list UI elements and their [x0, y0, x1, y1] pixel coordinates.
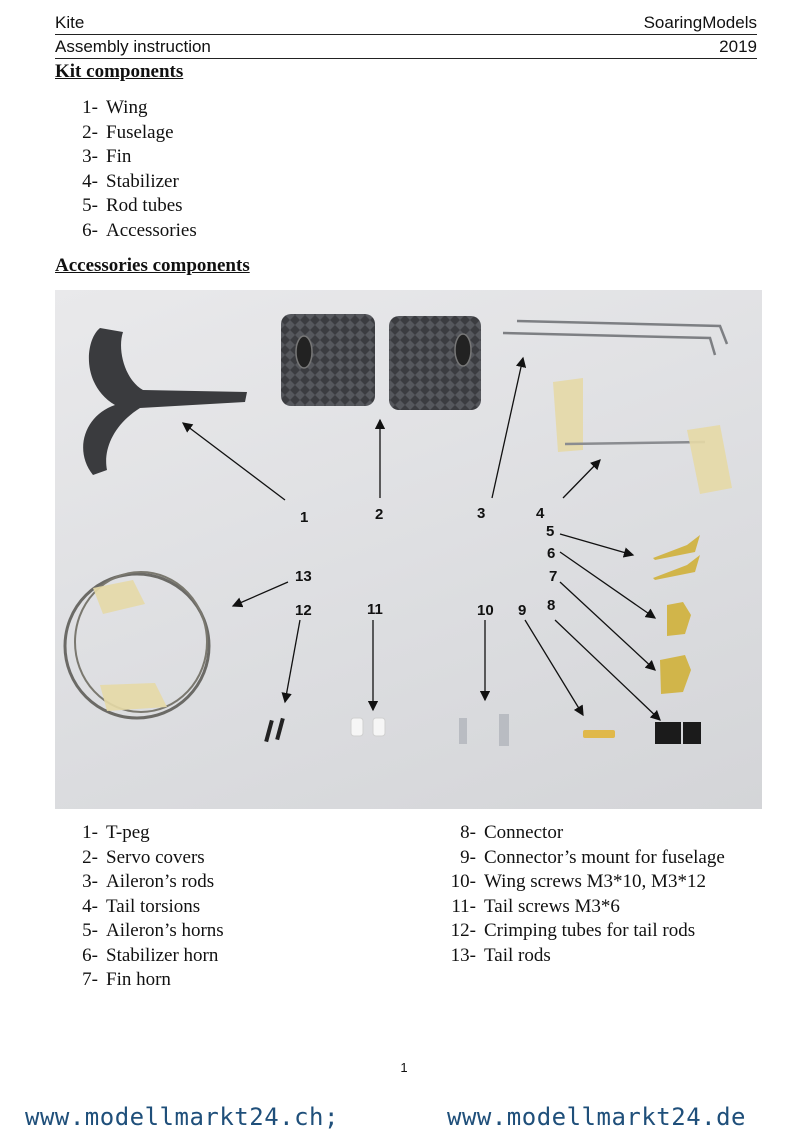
page-number: 1	[400, 1060, 408, 1075]
list-item: 5- Rod tubes	[82, 195, 183, 216]
list-item: 3- Aileron’s rods	[82, 871, 215, 892]
header-top-row	[55, 12, 757, 35]
document-title: Kite	[55, 13, 85, 32]
photo-label-12: 12	[295, 602, 312, 619]
horns-item	[653, 535, 700, 694]
list-item: 9- Connector’s mount for fuselage	[460, 846, 725, 868]
list-item: 4- Tail torsions	[82, 895, 201, 917]
photo-label-3: 3	[477, 505, 486, 522]
photo-label-5: 5	[546, 523, 555, 540]
list-item: 13- Tail rods	[450, 944, 551, 966]
kit-components-heading: Kit components	[55, 61, 184, 82]
accessories-photo	[55, 290, 762, 809]
photo-label-10: 10	[477, 602, 494, 619]
document-subtitle: Assembly instruction	[55, 37, 211, 56]
footer-link-de[interactable]: www.modellmarkt24.de	[447, 1103, 746, 1131]
list-item: 3- Fin	[82, 146, 132, 167]
footer-link-ch[interactable]: www.modellmarkt24.ch;	[25, 1103, 339, 1131]
photo-label-13: 13	[295, 568, 312, 585]
photo-label-8: 8	[547, 597, 556, 614]
list-item: 6- Stabilizer horn	[82, 944, 219, 966]
photo-label-4: 4	[536, 505, 545, 522]
photo-label-1: 1	[300, 509, 309, 526]
tail-torsion-item	[553, 378, 732, 494]
small-parts-item	[264, 714, 701, 746]
accessories-list-left	[78, 821, 224, 993]
brand-name: SoaringModels	[643, 13, 757, 32]
callout-arrows	[183, 358, 660, 720]
list-item: 4- Stabilizer	[82, 170, 179, 192]
list-item: 7- Fin horn	[82, 969, 171, 990]
accessories-illustration	[55, 290, 762, 809]
servo-covers-item	[281, 314, 481, 410]
photo-label-2: 2	[375, 506, 384, 523]
list-item: 8- Connector	[460, 822, 564, 843]
photo-label-7: 7	[549, 568, 558, 585]
tail-rods-coil-item	[65, 572, 209, 718]
list-item: 6- Accessories	[82, 219, 197, 241]
photo-label-6: 6	[547, 545, 556, 562]
list-item: 2- Fuselage	[82, 121, 174, 143]
accessories-list-right	[448, 821, 725, 968]
accessories-heading: Accessories components	[55, 255, 250, 276]
list-item: 1- Wing	[82, 97, 148, 118]
kit-components-list	[78, 96, 197, 243]
list-item: 10- Wing screws M3*10, M3*12	[450, 871, 706, 892]
aileron-rods-item	[503, 321, 727, 355]
document-year: 2019	[719, 37, 757, 56]
photo-label-9: 9	[518, 602, 527, 619]
list-item: 11- Tail screws M3*6	[451, 895, 620, 917]
list-item: 2- Servo covers	[82, 846, 205, 868]
list-item: 12- Crimping tubes for tail rods	[450, 920, 696, 941]
photo-label-11: 11	[367, 601, 383, 618]
header-bottom-row	[55, 36, 757, 59]
list-item: 1- T-peg	[82, 822, 150, 843]
list-item: 5- Aileron’s horns	[82, 920, 224, 941]
